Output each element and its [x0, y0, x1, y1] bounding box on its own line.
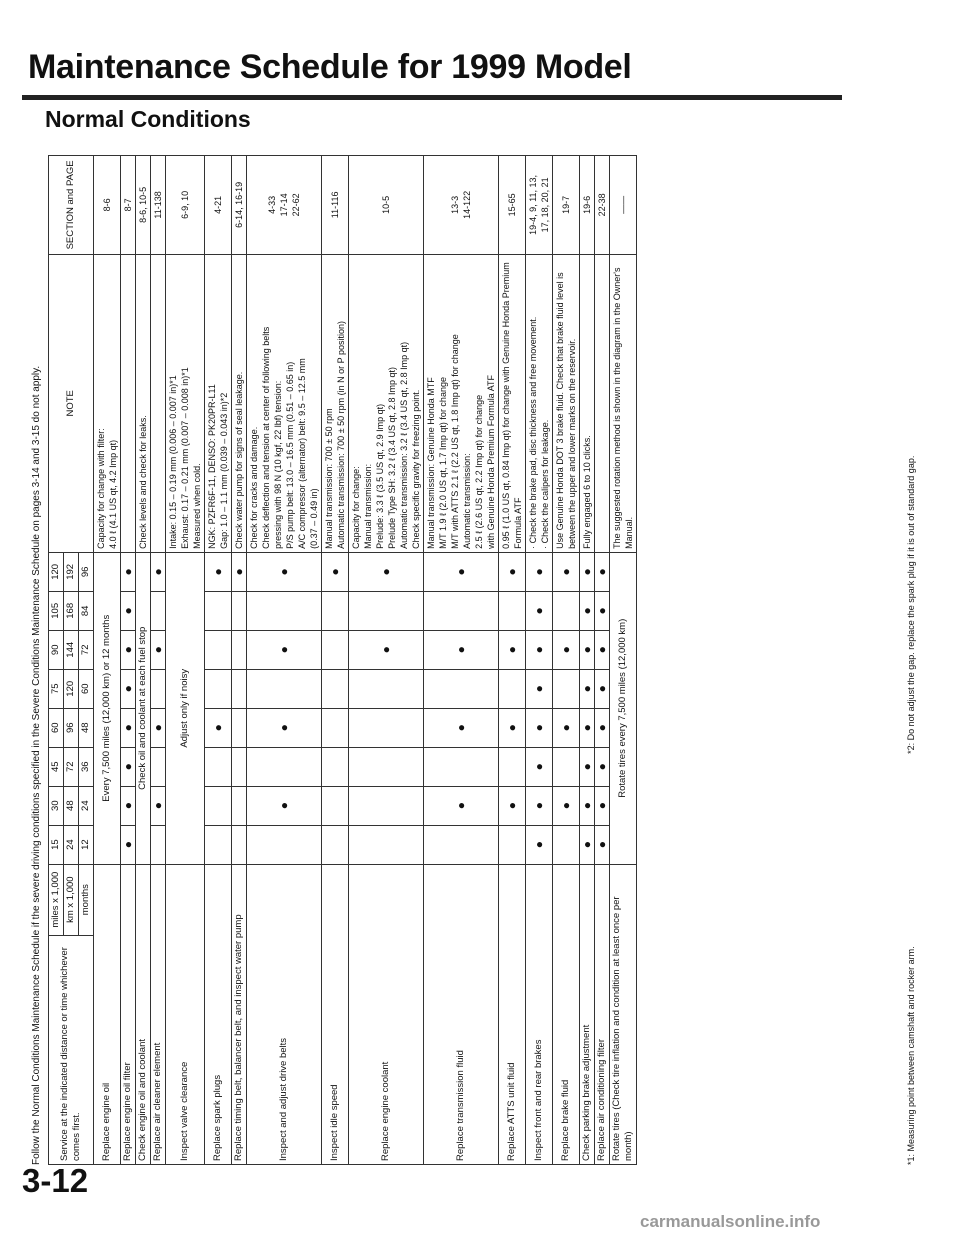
- service-item: Replace engine oil: [94, 864, 121, 1164]
- table-row: [553, 156, 580, 1165]
- footnote-2: *2: Do not adjust the gap. replace the spark plug if it is out of standard gap.: [906, 455, 916, 754]
- miles-cell: 60: [49, 708, 64, 747]
- section-label: SECTION and PAGE: [49, 156, 94, 255]
- interval-mark: ●: [424, 630, 499, 669]
- interval-mark: ●: [553, 708, 580, 747]
- interval-mark: [232, 786, 247, 825]
- interval-mark: [499, 747, 526, 786]
- table-row: [595, 156, 610, 1165]
- interval-mark: ●: [553, 552, 580, 591]
- miles-cell: 75: [49, 669, 64, 708]
- months-cell: 96: [79, 552, 94, 591]
- interval-mark: [151, 669, 166, 708]
- section-page: 13-3 14-122: [424, 156, 499, 255]
- service-item: Replace transmission fluid: [424, 864, 499, 1164]
- service-item: Check engine oil and coolant: [136, 864, 151, 1164]
- table-row: [349, 156, 424, 1165]
- interval-mark: [322, 591, 349, 630]
- interval-mark: ●: [553, 786, 580, 825]
- maintenance-schedule-table: [48, 155, 637, 1165]
- watermark: carmanualsonline.info: [640, 1212, 821, 1231]
- interval-mark: ●: [151, 630, 166, 669]
- interval-mark: ●: [595, 669, 610, 708]
- note-cell: Capacity for change with filter: 4.0 ℓ (4.1 US qt, 4.2 Imp qt): [94, 254, 121, 552]
- months-cell: 60: [79, 669, 94, 708]
- service-item: Inspect valve clearance: [166, 864, 205, 1164]
- table-row: [580, 156, 595, 1165]
- interval-mark: ●: [151, 552, 166, 591]
- footnote-1: *1: Measuring point between camshaft and rocker arm.: [906, 946, 916, 1165]
- interval-mark: ●: [322, 552, 349, 591]
- interval-mark: ●: [424, 708, 499, 747]
- interval-mark: [205, 825, 232, 864]
- interval-mark: ●: [247, 552, 322, 591]
- interval-mark: [232, 747, 247, 786]
- interval-mark: ●: [424, 552, 499, 591]
- interval-mark: ●: [580, 552, 595, 591]
- service-item: Replace spark plugs: [205, 864, 232, 1164]
- note-label: NOTE: [49, 254, 94, 552]
- interval-mark: ●: [526, 747, 553, 786]
- interval-mark: [232, 591, 247, 630]
- interval-mark: [232, 669, 247, 708]
- months-cell: 84: [79, 591, 94, 630]
- interval-mark: ●: [526, 708, 553, 747]
- note-cell: Manual transmission: Genuine Honda MTF M/T 1.9 ℓ (2.0 US qt, 1.7 Imp qt) for change M/T with ATTS 2.1 ℓ (2.2 US qt, 1.8 Imp qt) for change Automatic transmission: 2.5 ℓ (2.6 US qt, 2.2 Imp qt) for change with Genuine Honda Premium Formula ATF: [424, 254, 499, 552]
- table-row: [247, 156, 322, 1165]
- interval-mark: ●: [499, 708, 526, 747]
- unit-label-km: km x 1,000: [64, 864, 79, 935]
- interval-mark: ●: [205, 552, 232, 591]
- service-item: Inspect idle speed: [322, 864, 349, 1164]
- section-page: 19-6: [580, 156, 595, 255]
- service-item: Check parking brake adjustment: [580, 864, 595, 1164]
- table-row: [166, 156, 205, 1165]
- interval-mark: [553, 747, 580, 786]
- interval-mark: ●: [580, 630, 595, 669]
- interval-mark: ●: [580, 591, 595, 630]
- note-cell: Manual transmission: 700 ± 50 rpm Automatic transmission: 700 ± 50 rpm (in N or P position): [322, 254, 349, 552]
- service-item: Replace timing belt, balancer belt, and inspect water pump: [232, 864, 247, 1164]
- miles-cell: 15: [49, 825, 64, 864]
- note-cell: The suggested rotation method is shown in the diagram in the Owner's Manual.: [610, 254, 637, 552]
- table-row: [94, 156, 121, 1165]
- km-cell: 168: [64, 591, 79, 630]
- interval-mark: [499, 669, 526, 708]
- months-cell: 24: [79, 786, 94, 825]
- section-page: ——: [610, 156, 637, 255]
- table-row: [526, 156, 553, 1165]
- interval-mark: ●: [247, 708, 322, 747]
- service-item: Replace engine coolant: [349, 864, 424, 1164]
- interval-mark: [322, 786, 349, 825]
- note-cell: Capacity for change: Manual transmission: Prelude: 3.3 ℓ (3.5 US qt, 2.9 Imp qt) Prelude Type SH: 3.2 ℓ (3.4 US qt, 2.8 Imp qt) Automatic transmission: 3.2 ℓ (3.4 US qt, 2.8 Imp qt) Check specific gravity for freezing point.: [349, 254, 424, 552]
- interval-mark: ●: [121, 708, 136, 747]
- interval-mark: [424, 591, 499, 630]
- service-item: Inspect front and rear brakes: [526, 864, 553, 1164]
- interval-mark: ●: [526, 552, 553, 591]
- section-page: 22-38: [595, 156, 610, 255]
- interval-span: Rotate tires every 7,500 miles (12,000 km): [610, 552, 637, 864]
- note-cell: · Check the brake pad, disc thickness and free movement. · Check the calipers for leakage.: [526, 254, 553, 552]
- section-page: 4-33 17-14 22-62: [247, 156, 322, 255]
- km-cell: 24: [64, 825, 79, 864]
- table-row: [610, 156, 637, 1165]
- section-page: 8-6: [94, 156, 121, 255]
- interval-mark: [247, 825, 322, 864]
- section-page: 11-116: [322, 156, 349, 255]
- table-row: [121, 156, 136, 1165]
- note-cell: Check for cracks and damage. Check deflection and tension at center of following belts pressing with 98 N (10 kgf, 22 lbf) tension: P/S pump belt: 13.0 – 16.5 mm (0.51 – 0.65 in) A/C compressor (alternator) belt: 9.5 – 12.5 mm (0.37 – 0.49 in): [247, 254, 322, 552]
- km-cell: 96: [64, 708, 79, 747]
- km-cell: 72: [64, 747, 79, 786]
- table-row: [136, 156, 151, 1165]
- section-page: 10-5: [349, 156, 424, 255]
- interval-mark: ●: [526, 825, 553, 864]
- note-cell: Check levels and check for leaks.: [136, 254, 151, 552]
- table-row: [232, 156, 247, 1165]
- note-cell: [121, 254, 136, 552]
- interval-mark: ●: [151, 786, 166, 825]
- interval-mark: [232, 630, 247, 669]
- interval-mark: [349, 786, 424, 825]
- service-item: Inspect and adjust drive belts: [247, 864, 322, 1164]
- months-cell: 72: [79, 630, 94, 669]
- interval-span: Every 7,500 miles (12,000 km) or 12 months: [94, 552, 121, 864]
- interval-mark: ●: [499, 786, 526, 825]
- rotated-table-content: [30, 143, 925, 1173]
- footnotes: [906, 145, 916, 1165]
- interval-mark: ●: [349, 552, 424, 591]
- note-cell: Intake: 0.15 – 0.19 mm (0.006 – 0.007 in)*1 Exhaust: 0.17 – 0.21 mm (0.007 – 0.008 in)*1 Measured when cold.: [166, 254, 205, 552]
- interval-mark: [322, 747, 349, 786]
- interval-mark: ●: [151, 708, 166, 747]
- table-row: [322, 156, 349, 1165]
- interval-mark: ●: [526, 786, 553, 825]
- table-row: [499, 156, 526, 1165]
- interval-mark: [247, 669, 322, 708]
- table-row: [205, 156, 232, 1165]
- interval-span: Check oil and coolant at each fuel stop: [136, 552, 151, 864]
- interval-mark: ●: [580, 669, 595, 708]
- section-page: 19-7: [553, 156, 580, 255]
- interval-mark: ●: [121, 630, 136, 669]
- interval-mark: [205, 669, 232, 708]
- interval-mark: [322, 669, 349, 708]
- interval-mark: ●: [526, 591, 553, 630]
- service-label: Service at the indicated distance or time whichever comes first.: [49, 935, 94, 1164]
- interval-mark: [151, 825, 166, 864]
- unit-label-months: months: [79, 864, 94, 935]
- section-page: 19-4, 9, 11, 13, 17, 18, 20, 21: [526, 156, 553, 255]
- interval-mark: [349, 825, 424, 864]
- interval-mark: ●: [121, 825, 136, 864]
- interval-mark: ●: [595, 747, 610, 786]
- miles-cell: 45: [49, 747, 64, 786]
- interval-mark: ●: [121, 552, 136, 591]
- table-row: [151, 156, 166, 1165]
- miles-cell: 120: [49, 552, 64, 591]
- interval-mark: ●: [121, 786, 136, 825]
- section-page: 11-138: [151, 156, 166, 255]
- km-cell: 48: [64, 786, 79, 825]
- section-page: 4-21: [205, 156, 232, 255]
- interval-mark: [349, 591, 424, 630]
- interval-mark: ●: [580, 786, 595, 825]
- interval-mark: [232, 708, 247, 747]
- interval-mark: ●: [424, 786, 499, 825]
- interval-mark: ●: [349, 630, 424, 669]
- page-number: 3-12: [22, 1162, 89, 1199]
- interval-mark: [322, 708, 349, 747]
- interval-mark: ●: [232, 552, 247, 591]
- interval-mark: [151, 747, 166, 786]
- interval-mark: [151, 591, 166, 630]
- section-page: 15-65: [499, 156, 526, 255]
- interval-mark: ●: [580, 747, 595, 786]
- interval-mark: ●: [595, 825, 610, 864]
- interval-mark: ●: [499, 552, 526, 591]
- title-rule: [22, 95, 842, 100]
- miles-cell: 30: [49, 786, 64, 825]
- miles-cell: 90: [49, 630, 64, 669]
- service-item: Replace ATTS unit fluid: [499, 864, 526, 1164]
- interval-mark: ●: [247, 630, 322, 669]
- interval-mark: ●: [526, 669, 553, 708]
- interval-mark: [322, 630, 349, 669]
- interval-mark: ●: [580, 825, 595, 864]
- interval-mark: [424, 747, 499, 786]
- interval-mark: [424, 669, 499, 708]
- interval-mark: ●: [595, 630, 610, 669]
- interval-mark: [349, 708, 424, 747]
- header-row-miles: [49, 156, 64, 1165]
- interval-mark: ●: [247, 786, 322, 825]
- interval-mark: [205, 630, 232, 669]
- interval-mark: [499, 825, 526, 864]
- section-heading: Normal Conditions: [45, 106, 251, 132]
- km-cell: 192: [64, 552, 79, 591]
- interval-mark: [553, 825, 580, 864]
- interval-mark: ●: [526, 630, 553, 669]
- interval-mark: ●: [499, 630, 526, 669]
- intro-text: Follow the Normal Conditions Maintenance Schedule if the severe driving conditions specified in the Severe Conditions Maintenance Schedule on pages 3-14 and 3-15 do not apply.: [31, 365, 42, 1165]
- section-page: 6-14, 16-19: [232, 156, 247, 255]
- interval-mark: [232, 825, 247, 864]
- note-cell: 0.95 ℓ (1.0 US qt, 0.84 Imp qt) for change with Genuine Honda Premium Formula ATF: [499, 254, 526, 552]
- interval-mark: ●: [121, 591, 136, 630]
- schedule-body: [94, 156, 637, 1165]
- page-title: Maintenance Schedule for 1999 Model: [28, 48, 632, 86]
- table-row: [424, 156, 499, 1165]
- schedule-table-area: [30, 140, 930, 1175]
- note-cell: Check water pump for signs of seal leakage.: [232, 254, 247, 552]
- interval-mark: [349, 669, 424, 708]
- note-cell: [151, 254, 166, 552]
- section-page: 6-9, 10: [166, 156, 205, 255]
- note-cell: Fully engaged 6 to 10 clicks.: [580, 254, 595, 552]
- interval-mark: [553, 669, 580, 708]
- months-cell: 48: [79, 708, 94, 747]
- interval-mark: [205, 786, 232, 825]
- service-item: Rotate tires (Check tire inflation and condition at least once per month): [610, 864, 637, 1164]
- km-cell: 144: [64, 630, 79, 669]
- interval-mark: ●: [205, 708, 232, 747]
- interval-mark: ●: [121, 747, 136, 786]
- interval-mark: [205, 747, 232, 786]
- interval-mark: ●: [595, 786, 610, 825]
- note-cell: NGK: PZFR6F-11, DENSO: PK20PR-L11 Gap: 1.0 – 1.1 mm (0.039 – 0.043 in)*2: [205, 254, 232, 552]
- interval-mark: [349, 747, 424, 786]
- months-cell: 36: [79, 747, 94, 786]
- interval-mark: ●: [595, 552, 610, 591]
- note-cell: Use Genuine Honda DOT 3 brake fluid. Check that brake fluid level is between the upper and lower marks on the reservoir.: [553, 254, 580, 552]
- interval-mark: ●: [580, 708, 595, 747]
- months-cell: 12: [79, 825, 94, 864]
- interval-mark: ●: [121, 669, 136, 708]
- interval-mark: [247, 591, 322, 630]
- interval-mark: [205, 591, 232, 630]
- service-item: Replace air cleaner element: [151, 864, 166, 1164]
- service-item: Replace engine oil filter: [121, 864, 136, 1164]
- km-cell: 120: [64, 669, 79, 708]
- interval-mark: ●: [553, 630, 580, 669]
- unit-label-miles: miles x 1,000: [49, 864, 64, 935]
- interval-mark: [322, 825, 349, 864]
- interval-mark: ●: [595, 591, 610, 630]
- interval-span: Adjust only if noisy: [166, 552, 205, 864]
- note-cell: [595, 254, 610, 552]
- service-item: Replace air conditioning filter: [595, 864, 610, 1164]
- interval-mark: [499, 591, 526, 630]
- interval-mark: [247, 747, 322, 786]
- interval-mark: ●: [595, 708, 610, 747]
- section-page: 8-7: [121, 156, 136, 255]
- miles-cell: 105: [49, 591, 64, 630]
- service-item: Replace brake fluid: [553, 864, 580, 1164]
- section-page: 8-6, 10-5: [136, 156, 151, 255]
- interval-mark: [424, 825, 499, 864]
- interval-mark: [553, 591, 580, 630]
